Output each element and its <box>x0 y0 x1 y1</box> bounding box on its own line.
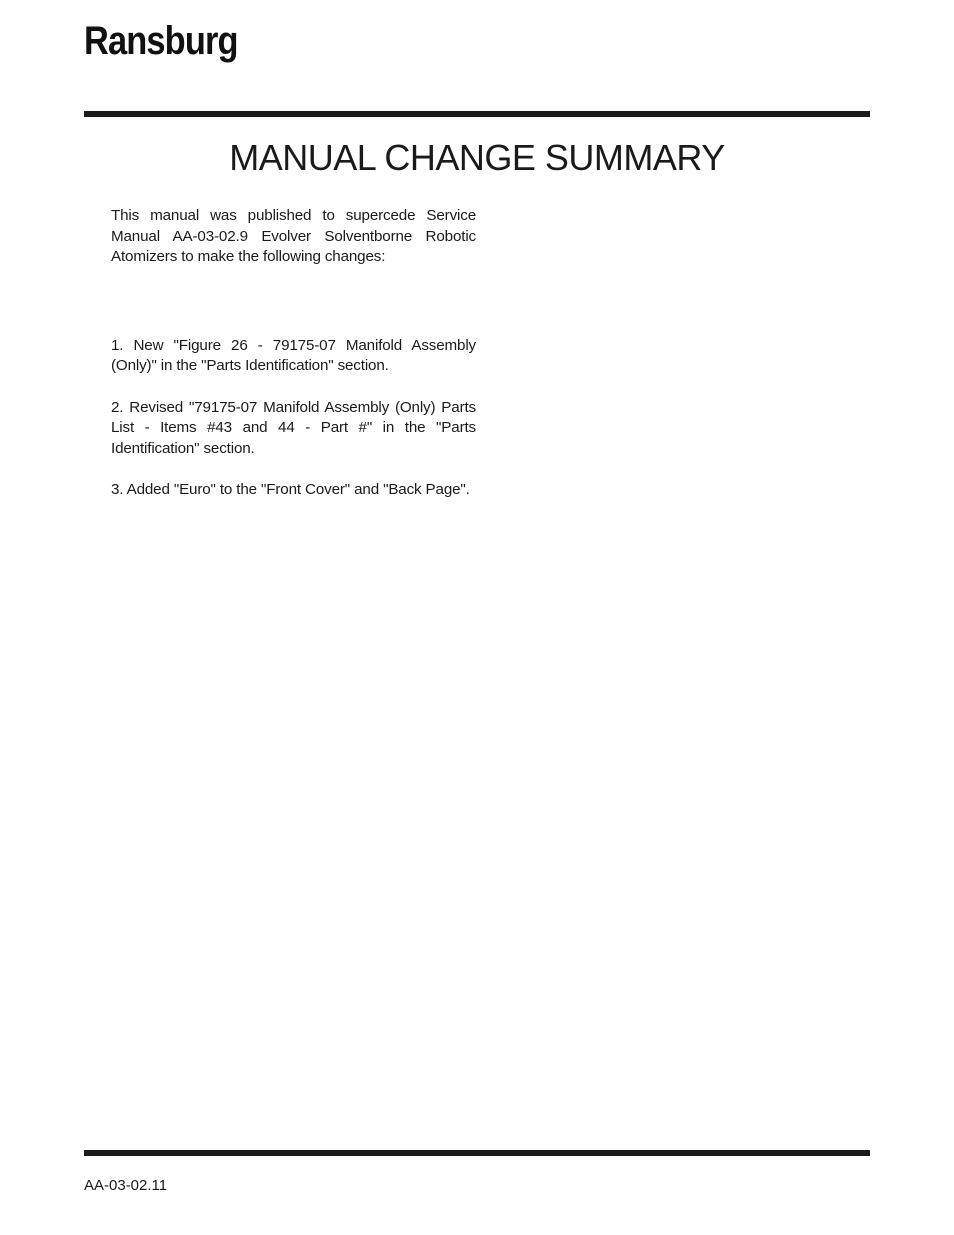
change-list <box>111 336 476 501</box>
page-title: MANUAL CHANGE SUMMARY <box>229 137 725 178</box>
change-item-2: 2. Revised "79175-07 Manifold Assembly (Only) Parts List - Items #43 and 44 - Part #" in the "Parts Identification" section. <box>111 398 476 457</box>
document-number: AA-03-02.11 <box>84 1177 168 1194</box>
top-divider <box>84 111 870 117</box>
change-summary-body <box>111 206 476 521</box>
change-item-1: 1. New "Figure 26 - 79175-07 Manifold Assembly (Only)" in the "Parts Identification" section. <box>111 336 476 375</box>
intro-paragraph: This manual was published to supercede Service Manual AA-03-02.9 Evolver Solventborne Robotic Atomizers to make the following changes: <box>111 207 476 266</box>
company-logo: Ransburg <box>84 19 238 63</box>
bottom-divider <box>84 1150 870 1156</box>
change-item-3: 3. Added "Euro" to the "Front Cover" and "Back Page". <box>111 480 470 498</box>
